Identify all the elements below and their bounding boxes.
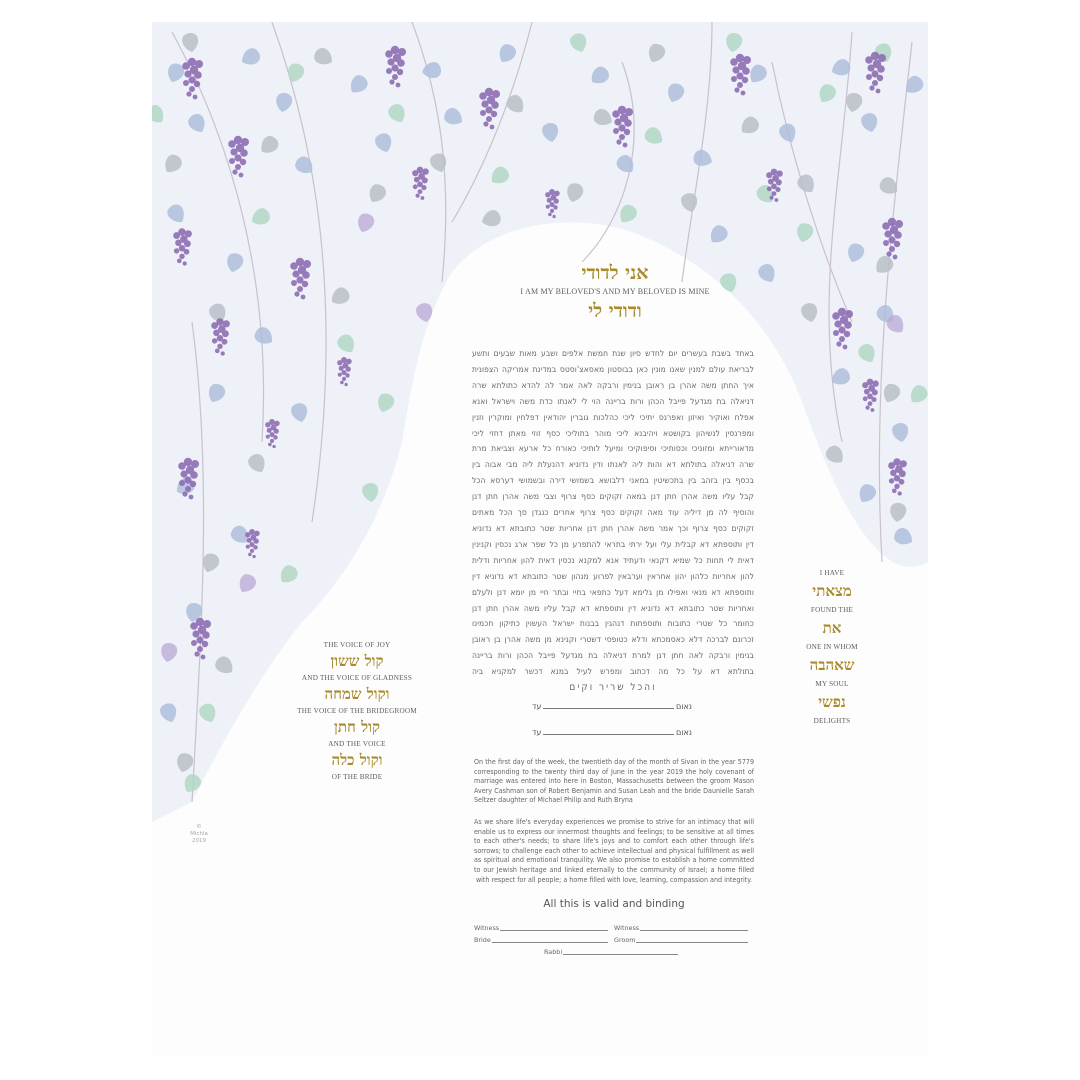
verse-hebrew: את (822, 619, 842, 637)
bride-label: Bride (474, 936, 491, 944)
signature-rule[interactable] (500, 929, 608, 931)
verse-english: MY SOUL (815, 680, 849, 688)
hebrew-witness-line-1[interactable] (532, 702, 692, 711)
verse-english: THE VOICE OF JOY (323, 641, 391, 649)
verse-hebrew: שאהבה (809, 656, 855, 674)
hebrew-ketubah-text (472, 346, 754, 696)
signature-rule[interactable] (640, 929, 748, 931)
witness-2-label: Witness (614, 924, 640, 932)
hebrew-line: ואחריות שטר כתובתא דא נדוניא דין ותוספתא דא קבל עליו משה אהרן חתן דנן (472, 602, 754, 613)
verse-hebrew: וקול שמחה (324, 685, 390, 703)
signature-rule[interactable] (543, 733, 674, 735)
header-english: I AM MY BELOVED'S AND MY BELOVED IS MINE (520, 287, 710, 296)
witness-suffix: עד (532, 728, 542, 737)
hebrew-line: בתולתא דא על כל מה דכתוב ומפרש לעיל במנא דכשר למקניא ביה (472, 666, 754, 677)
hebrew-line: ומפרנסין לנשיהון בקושטא ויהיבנא ליכי מוהר בתוליכי כסף זוזי מאתן דחזי ליכי (472, 427, 754, 438)
copyright-year: 2019 (192, 838, 206, 844)
hebrew-line: דניאלה בת מגדעל פייבל הכהן ורות בריינה הוי לי לאנתו כדת משה וישראל ואנא (472, 395, 754, 406)
verse-english: I HAVE (819, 569, 845, 577)
hebrew-line: קבל עליו משה אהרן חתן דנן במאה זקוקים כסף צרוף וצבי משה אהרן חתן דנן (472, 491, 754, 502)
signature-rule[interactable] (492, 941, 608, 943)
hebrew-line: זקוקים כסף צרוף וכך אמר משה אהרן חתן דנן אחריות שטר כתובתא דא נדוניא (472, 522, 754, 533)
signature-rule[interactable] (543, 707, 674, 709)
bride-signature[interactable] (474, 936, 614, 944)
hebrew-line: שרה דניאלה בתולתא דא והות ליה לאנתו ודין נדוניא דהנעלת ליה מבי אבוה בין (472, 459, 754, 470)
hebrew-line: באחד בשבת בעשרים יום לחדש סיון שנת חמשת אלפים ושבע מאות שבעים ותשע (472, 348, 754, 358)
artist-copyright (186, 824, 212, 845)
rabbi-label: Rabbi (544, 948, 563, 956)
ketubah-paper (152, 22, 928, 1056)
verse-english: FOUND THE (810, 606, 854, 614)
verse-hebrew: קול חתן (334, 718, 380, 736)
hebrew-line: איך החתן משה אהרן בן ראובן בנימין ורבקה לאה אמר לה להדא כתולתא שרה (472, 379, 754, 390)
hebrew-line: לבריאת עולם למנין שאנו מונין כאן בבוסטון מאסאצ'וסטס במדינת אמריקה הצפונית (472, 363, 754, 374)
hebrew-line: כחומר כל שטרי כתובות ותוספתות דנהגין בבנות ישראל העשוין כתיקון חכמינו (472, 618, 754, 629)
hebrew-line: מדאורייתא ומזוניכי וכסותיכי וסיפוקיכי ומיעל לותיכי כאורח כל ארעא וצביאת מרת (472, 443, 754, 454)
valid-and-binding: All this is valid and binding (543, 898, 685, 910)
hebrew-line: בנימין ורבקה לאה חתן דנן למרת דניאלה בת מגדעל פייבל הכהן ורות בריינה (472, 650, 754, 661)
witness-suffix: עד (532, 702, 542, 711)
signature-rule[interactable] (636, 941, 748, 943)
hebrew-closing: והכל שריר וקים (569, 682, 657, 694)
english-paragraph-1: On the first day of the week, the twentieth day of the month of Sivan in the year 5779 corresponding to the twenty third day of June in the year 2019 the holy covenant of marriage was entered into here in Boston, Massachusetts between the groom Mason Avery Cashman son of Robert Benjamin and Susan Leah and the bride Daunielle Sarah Seltzer daughter of Michael Philip and Ruth Bryna (474, 757, 754, 805)
hebrew-line: והוסיף לה מן דיליה עוד מאה זקוקים כסף צרוף אחרים כנגדן סך הכל מאתים (472, 507, 754, 518)
signature-rule[interactable] (563, 953, 678, 955)
verse-english-footer: DELIGHTS (813, 717, 851, 725)
hebrew-line: אפלח ואוקיר ואיזון ואפרנס יתיכי ליכי כהלכות גוברין יהודאין דפלחין ומוקרין וזנין (472, 411, 754, 422)
verse-hebrew: קול ששון (330, 652, 384, 670)
header-hebrew-bottom: ודודי לי (588, 300, 642, 322)
header-verse (460, 262, 770, 322)
header-hebrew-top: אני לדודי (581, 262, 649, 284)
verse-english-footer: OF THE BRIDE (331, 773, 383, 781)
hebrew-line: בכסף בין בזהב בין בתכשיטין במאני דלבושא בשמושי דירה ובשמושי דערסא הכל (472, 475, 754, 486)
hebrew-line: להון אחריות כלהון יהון אחראין וערבאין לפרוע מנהון שטר כתובתא דא נדוניא דין (472, 570, 754, 581)
verse-hebrew: מצאתי (812, 582, 852, 600)
song-of-songs-verse (782, 566, 882, 728)
verse-english: ONE IN WHOM (806, 643, 858, 651)
witness-1-label: Witness (474, 924, 500, 932)
hebrew-line: דאית לי תחות כל שמיא דקנאי ודעתיד אנא למקנא נכסין דאית להון אחריות ודלית (472, 554, 754, 565)
copyright-symbol: © (196, 824, 202, 830)
hebrew-line: ותוספתא דא מנאי ואפילו מן גלימא דעל כתפאי בחיי ובתר חיי מן יומא דנן ולעלם (472, 586, 754, 597)
witness-label: נאום (675, 702, 692, 711)
verse-hebrew: נפשי (818, 693, 846, 711)
verse-hebrew: וקול כלה (331, 751, 383, 769)
english-paragraph-2: As we share life's everyday experiences we promise to strive for an intimacy that will enable us to express our innermost thoughts and feelings; to be sensitive at all times to each other's needs; to share life's joys and to comfort each other through life's sorrows; to challenge each other to achieve intellectual and physical fulfillment as well as spiritual and emotional tranquility. We also promise to establish a home committed to our Jewish heritage and linked eternally to the community of Israel; a home filled with respect for all people; a home filled with love, learning, compassion and integrity. (474, 817, 754, 884)
hebrew-witness-line-2[interactable] (532, 728, 692, 737)
verse-english: AND THE VOICE OF GLADNESS (301, 674, 413, 682)
verse-english: AND THE VOICE (328, 740, 386, 748)
groom-label: Groom (614, 936, 636, 944)
groom-signature[interactable] (614, 936, 754, 944)
artist-name: Michla (190, 831, 208, 837)
seven-blessings-verse (282, 639, 432, 783)
hebrew-line: זכרונם לברכה דלא כאסמכתא ודלא כטופסי דשטרי וקנינא מן משה אהרן בן ראובן (472, 634, 754, 645)
verse-english: THE VOICE OF THE BRIDEGROOM (297, 707, 417, 715)
signature-block (474, 920, 754, 956)
witness-label: נאום (675, 728, 692, 737)
hebrew-line: דין ותוספתא דא קבלית עלי ועל ירתי בתראי להתפרע מן כל שפר ארג נכסין וקנינין (472, 538, 754, 549)
witness-2-signature[interactable] (614, 924, 754, 932)
rabbi-signature[interactable] (544, 948, 684, 956)
witness-1-signature[interactable] (474, 924, 614, 932)
